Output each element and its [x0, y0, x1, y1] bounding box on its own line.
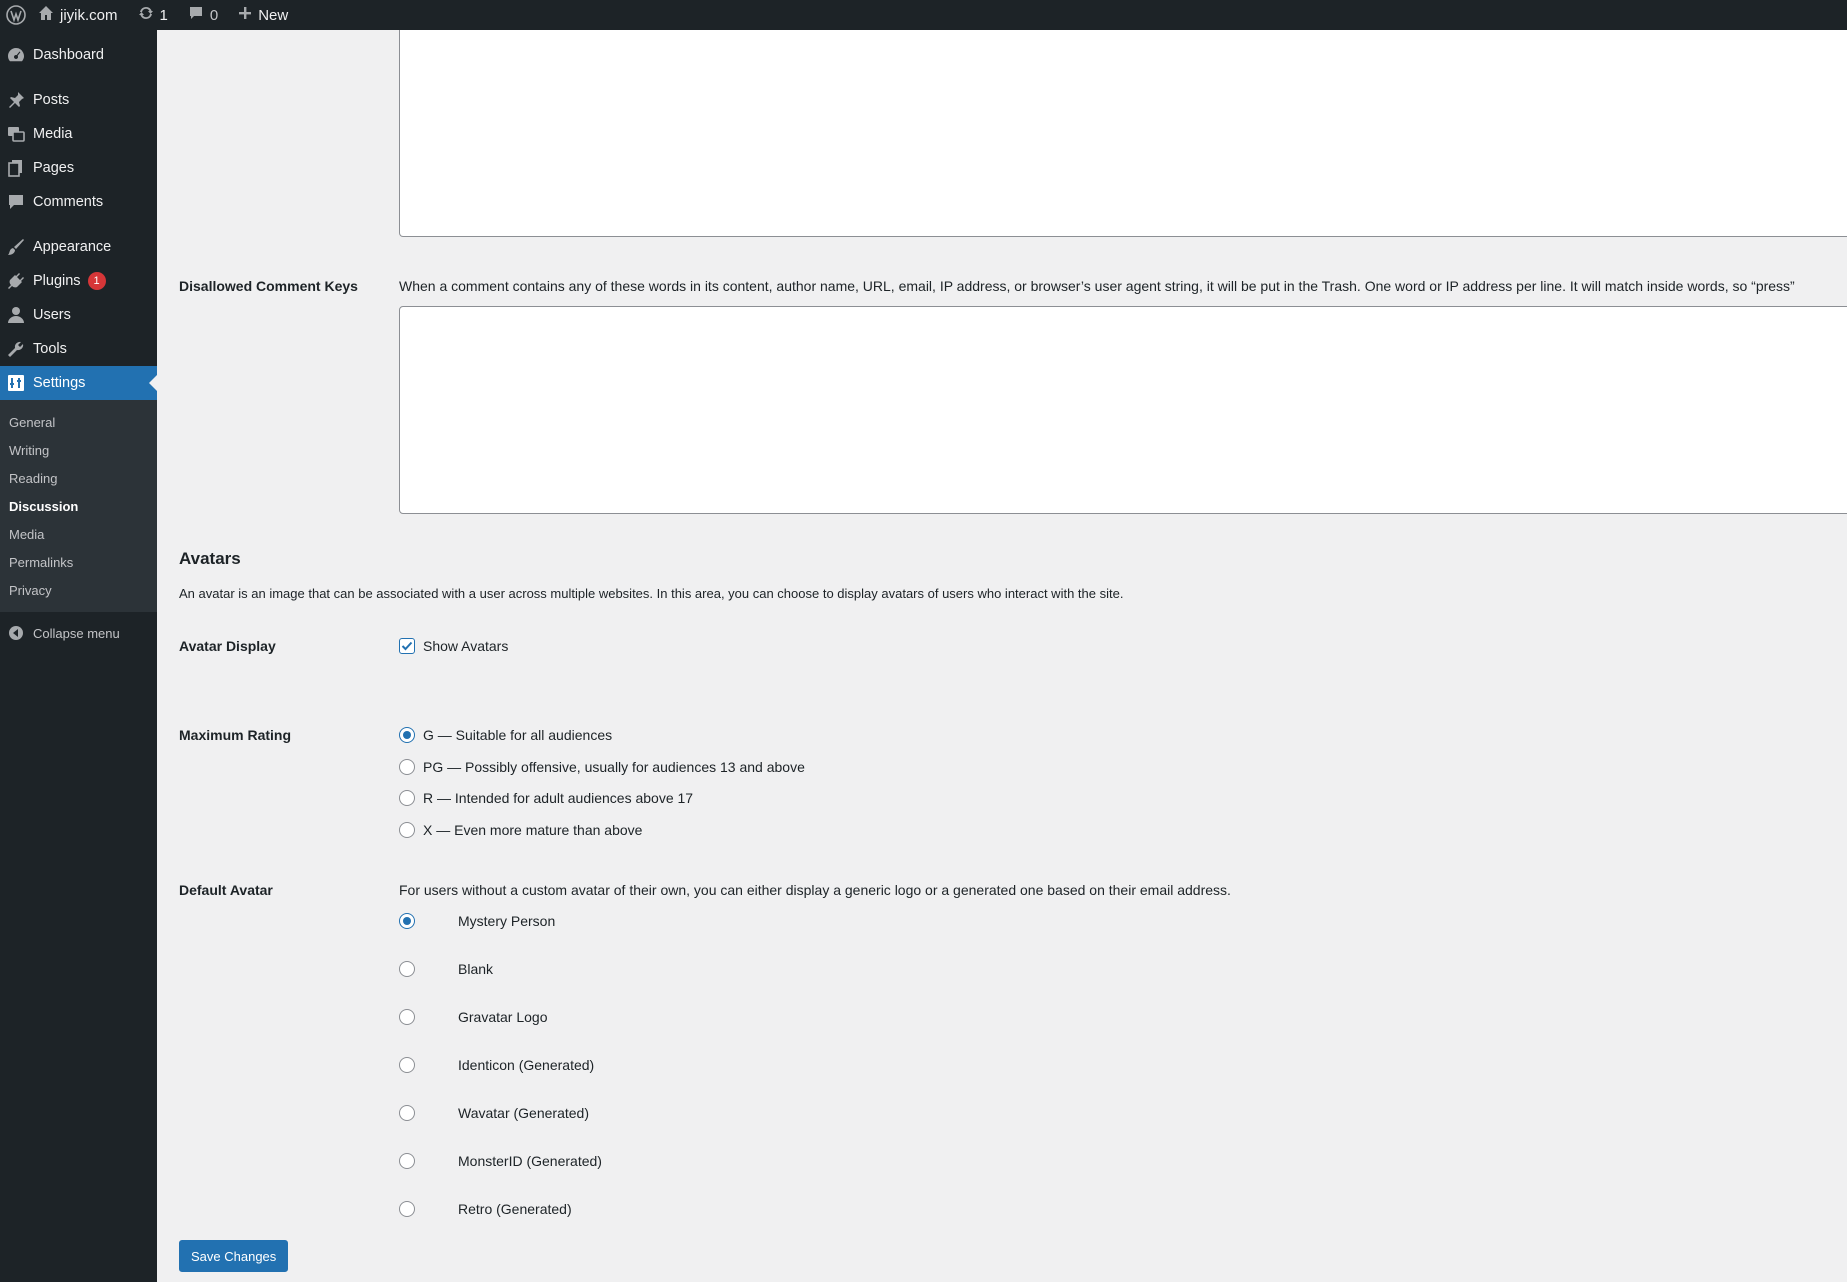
sidebar-item-label: Appearance [33, 239, 112, 255]
wrench-icon [6, 339, 26, 359]
sidebar-item-comments[interactable] [0, 185, 157, 219]
rating-label: G — Suitable for all audiences [423, 727, 613, 743]
sidebar-item-appearance[interactable] [0, 230, 157, 264]
sidebar-item-dashboard[interactable] [0, 38, 157, 72]
collapse-menu-label: Collapse menu [33, 625, 120, 641]
sidebar-item-tools[interactable] [0, 332, 157, 366]
plugins-update-badge: 1 [88, 272, 106, 290]
avatar-option-blank[interactable] [399, 959, 493, 979]
avatar-radio-wavatar[interactable] [399, 1105, 415, 1121]
submenu-item-writing[interactable]: Writing [9, 442, 50, 458]
sidebar-item-label: Media [33, 126, 73, 142]
avatar-option-label: Retro (Generated) [458, 1201, 572, 1217]
comments-count: 0 [209, 6, 219, 24]
comment-bubble-icon [188, 5, 204, 25]
sidebar-item-label: Pages [33, 160, 75, 176]
comments-link[interactable] [178, 0, 228, 30]
settings-submenu [0, 400, 157, 612]
rating-label: PG — Possibly offensive, usually for audiences 13 and above [423, 759, 805, 775]
dashboard-icon [6, 45, 26, 65]
show-avatars-option[interactable] [399, 636, 508, 656]
submenu-item-privacy[interactable]: Privacy [9, 582, 52, 598]
comments-icon [6, 192, 26, 212]
updates-count: 1 [159, 6, 168, 24]
rating-option-pg[interactable] [399, 757, 805, 777]
sidebar-item-label: Dashboard [33, 47, 104, 63]
avatar-option-identicon[interactable] [399, 1055, 594, 1075]
sidebar-item-label: Users [33, 307, 71, 323]
maximum-rating-label: Maximum Rating [179, 727, 292, 743]
avatar-radio-gravatar[interactable] [399, 1009, 415, 1025]
sidebar-item-settings[interactable] [0, 366, 157, 400]
default-avatar-label: Default Avatar [179, 882, 273, 898]
disallowed-keys-label: Disallowed Comment Keys [179, 278, 358, 294]
main-content [157, 30, 1847, 1282]
wordpress-logo-icon[interactable] [0, 0, 28, 30]
avatar-radio-retro[interactable] [399, 1201, 415, 1217]
sidebar-item-posts[interactable] [0, 83, 157, 117]
avatar-option-label: MonsterID (Generated) [458, 1153, 602, 1169]
site-name: jiyik.com [60, 6, 118, 24]
rating-label: R — Intended for adult audiences above 17 [423, 790, 694, 806]
media-icon [6, 124, 26, 144]
rating-option-r[interactable] [399, 788, 693, 808]
admin-sidebar [0, 30, 157, 1282]
new-label: New [258, 6, 289, 24]
avatar-option-label: Blank [458, 961, 494, 977]
settings-icon [6, 373, 26, 393]
disallowed-keys-description: When a comment contains any of these words in its content, author name, URL, email, IP address, or browser’s user agent string, it will be put in the Trash. One word or IP address per line. It will match inside words, so “press” [399, 278, 1795, 294]
collapse-arrow-icon [6, 623, 26, 643]
refresh-icon [138, 5, 154, 25]
submenu-item-reading[interactable]: Reading [9, 470, 58, 486]
new-content-link[interactable] [228, 0, 298, 30]
avatar-option-label: Mystery Person [458, 913, 556, 929]
submenu-item-permalinks[interactable]: Permalinks [9, 554, 74, 570]
disallowed-keys-textarea[interactable] [399, 306, 1847, 514]
pin-icon [6, 90, 26, 110]
avatars-description: An avatar is an image that can be associated with a user across multiple websites. In this area, you can choose to display avatars of users who interact with the site. [179, 586, 1124, 601]
avatar-option-gravatar[interactable] [399, 1007, 548, 1027]
avatar-radio-identicon[interactable] [399, 1057, 415, 1073]
submenu-item-general[interactable]: General [9, 414, 56, 430]
pages-icon [6, 158, 26, 178]
admin-bar [0, 0, 1847, 30]
rating-option-x[interactable] [399, 820, 642, 840]
avatars-heading: Avatars [179, 549, 241, 568]
avatar-option-label: Wavatar (Generated) [458, 1105, 589, 1121]
user-icon [6, 305, 26, 325]
avatar-radio-mystery[interactable] [399, 913, 415, 929]
default-avatar-description: For users without a custom avatar of their own, you can either display a generic logo or a generated one based on their email address. [399, 882, 1231, 898]
submenu-item-media[interactable]: Media [9, 526, 45, 542]
checkmark-icon [401, 640, 413, 652]
sidebar-item-label: Tools [33, 341, 67, 357]
sidebar-item-label: Plugins [33, 273, 81, 289]
avatar-option-label: Identicon (Generated) [458, 1057, 595, 1073]
rating-radio-pg[interactable] [399, 759, 415, 775]
avatar-display-label: Avatar Display [179, 638, 276, 654]
home-icon [38, 5, 54, 25]
sidebar-item-plugins[interactable] [0, 264, 157, 298]
avatar-radio-blank[interactable] [399, 961, 415, 977]
save-changes-button[interactable]: Save Changes [179, 1240, 288, 1272]
show-avatars-checkbox[interactable] [399, 638, 415, 654]
rating-option-g[interactable] [399, 725, 612, 745]
avatar-option-mystery[interactable] [399, 911, 555, 931]
avatar-option-wavatar[interactable] [399, 1103, 589, 1123]
moderation-keys-textarea[interactable] [399, 30, 1847, 237]
plugin-icon [6, 271, 26, 291]
site-name-link[interactable] [28, 0, 128, 30]
plus-icon [238, 6, 252, 24]
submenu-item-discussion[interactable]: Discussion [9, 498, 79, 514]
rating-radio-g[interactable] [399, 727, 415, 743]
show-avatars-label: Show Avatars [423, 638, 509, 654]
rating-label: X — Even more mature than above [423, 822, 643, 838]
sidebar-item-label: Comments [33, 194, 104, 210]
rating-radio-x[interactable] [399, 822, 415, 838]
sidebar-item-label: Posts [33, 92, 70, 108]
collapse-menu-button[interactable] [0, 616, 157, 650]
avatar-option-monsterid[interactable] [399, 1151, 602, 1171]
updates-link[interactable] [128, 0, 178, 30]
brush-icon [6, 237, 26, 257]
avatar-radio-monsterid[interactable] [399, 1153, 415, 1169]
sidebar-item-pages[interactable] [0, 151, 157, 185]
sidebar-item-media[interactable] [0, 117, 157, 151]
sidebar-item-users[interactable] [0, 298, 157, 332]
sidebar-item-label: Settings [33, 375, 86, 391]
rating-radio-r[interactable] [399, 790, 415, 806]
avatar-option-label: Gravatar Logo [458, 1009, 548, 1025]
avatar-option-retro[interactable] [399, 1199, 572, 1219]
